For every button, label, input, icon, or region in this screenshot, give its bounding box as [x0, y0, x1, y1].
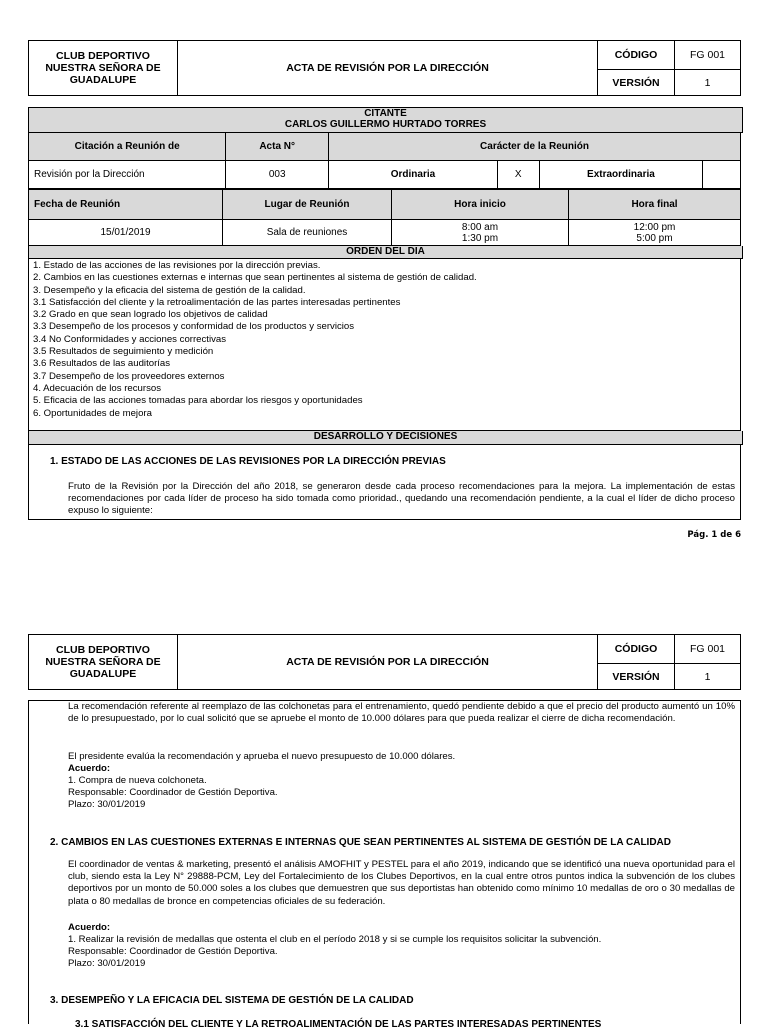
- org-line-1: CLUB DEPORTIVO: [56, 50, 150, 62]
- section-2-paragraph: El coordinador de ventas & marketing, presentó el análisis AMOFHIT y PESTEL para el año 2019, indicando que se identificó una nueva oportunidad para el club, siendo esta la Ley N° 29888-PCM, Ley del Fortalecimiento de los Clubes Deportivos, en la cual entre otros puntos indica la subvención de los clubes deportivos por un monto de 50.000 soles a los clubes que demuestren que sus deportistas han obtenido como mínimo 10 medallas de oro o 30 medallas de plata o 80 medallas de bronce en competencias oficiales de su federación.: [68, 859, 735, 907]
- hora-inicio-2: 1:30 pm: [461, 232, 499, 244]
- section-3-1-title: 3.1 SATISFACCIÓN DEL CLIENTE Y LA RETROALIMENTACIÓN DE LAS PARTES INTERESADAS PERTINENTES: [75, 1019, 602, 1030]
- list-item: 3.6 Resultados de las auditorías: [33, 358, 171, 370]
- desarrollo-heading: DESARROLLO Y DECISIONES: [28, 431, 743, 445]
- org-line-3: GUADALUPE: [69, 74, 137, 86]
- list-item: 3.7 Desempeño de los proveedores externos: [33, 370, 225, 382]
- org-line-2: NUESTRA SEÑORA DE: [45, 656, 161, 668]
- code-value: FG 001: [675, 635, 741, 664]
- list-item: 3.2 Grado en que sean logrado los objetivos de calidad: [33, 309, 268, 321]
- document-header: [28, 40, 741, 96]
- section-3-title: 3. DESEMPEÑO Y LA EFICACIA DEL SISTEMA DE GESTIÓN DE LA CALIDAD: [50, 995, 414, 1006]
- acuerdo-item: 1. Compra de nueva colchoneta.: [68, 775, 207, 786]
- extraordinaria-label: Extraordinaria: [539, 161, 703, 189]
- citante-heading: CITANTE: [28, 107, 743, 121]
- orden-heading: ORDEN DEL DIA: [28, 246, 743, 259]
- acuerdo-deadline: Plazo: 30/01/2019: [68, 799, 146, 810]
- list-item: 1. Estado de las acciones de las revisiones por la dirección previas.: [33, 260, 321, 271]
- list-item: 3.4 No Conformidades y acciones correctivas: [33, 333, 227, 345]
- acta-value: 003: [226, 161, 329, 189]
- document-header-page-2: [28, 634, 741, 690]
- acuerdo-label: Acuerdo:: [68, 922, 111, 933]
- organization-name: [29, 635, 178, 690]
- acuerdo-responsible: Responsable: Coordinador de Gestión Deportiva.: [68, 787, 278, 798]
- version-label: VERSIÓN: [598, 70, 675, 96]
- list-item: 3.5 Resultados de seguimiento y medición: [33, 346, 214, 358]
- paragraph-recommendation: La recomendación referente al reemplazo de las colchonetas para el entrenamiento, quedó pendiente debido a que el precio del producto aumentó un 10% de lo presupuestado, por lo cual solicitó que se apruebe el monto de 10.000 dólares para que pueda realizar el cierre de dicha recomendación.: [68, 701, 735, 725]
- meeting-time-table: [28, 189, 741, 246]
- org-line-2: NUESTRA SEÑORA DE: [45, 62, 161, 74]
- citante-name: CARLOS GUILLERMO HURTADO TORRES: [28, 119, 743, 133]
- hora-final-2: 5:00 pm: [636, 232, 673, 244]
- page-2-body: [28, 700, 741, 1030]
- hora-inicio-header: Hora inicio: [392, 190, 569, 220]
- fecha-header: Fecha de Reunión: [29, 190, 223, 220]
- version-label: VERSIÓN: [598, 664, 675, 690]
- version-value: 1: [675, 664, 741, 690]
- lugar-header: Lugar de Reunión: [223, 190, 392, 220]
- agenda-list: [28, 258, 741, 431]
- meeting-info-table: [28, 132, 741, 189]
- org-line-3: GUADALUPE: [69, 668, 137, 680]
- acuerdo-responsible: Responsable: Coordinador de Gestión Deportiva.: [68, 946, 278, 957]
- ordinaria-label: Ordinaria: [329, 161, 498, 189]
- organization-name: [29, 41, 178, 96]
- acta-header: Acta N°: [226, 133, 329, 161]
- acuerdo-item: 1. Realizar la revisión de medallas que ostenta el club en el período 2018 y si se cumple los requisitos solicitar la subvención.: [68, 934, 602, 945]
- code-label: CÓDIGO: [598, 635, 675, 664]
- fecha-value: 15/01/2019: [29, 220, 223, 246]
- list-item: 3.3 Desempeño de los procesos y conformidad de los productos y servicios: [33, 321, 355, 333]
- hora-final-1: 12:00 pm: [633, 221, 676, 233]
- paragraph-approval: El presidente evalúa la recomendación y aprueba el nuevo presupuesto de 10.000 dólares.: [68, 751, 456, 762]
- code-label: CÓDIGO: [598, 41, 675, 70]
- hora-inicio-1: 8:00 am: [461, 221, 499, 233]
- extraordinaria-mark: [703, 161, 741, 189]
- hora-final-header: Hora final: [569, 190, 741, 220]
- lugar-value: Sala de reuniones: [223, 220, 392, 246]
- document-title: ACTA DE REVISIÓN POR LA DIRECCIÓN: [178, 635, 598, 690]
- document-title: ACTA DE REVISIÓN POR LA DIRECCIÓN: [178, 41, 598, 96]
- citation-header: Citación a Reunión de: [29, 133, 226, 161]
- list-item: 6. Oportunidades de mejora: [33, 407, 152, 419]
- hora-final-value: [569, 220, 741, 246]
- citation-value: Revisión por la Dirección: [29, 161, 226, 189]
- page-number: Pág. 1 de 6: [687, 530, 741, 540]
- section-1-paragraph: Fruto de la Revisión por la Dirección del año 2018, se generaron desde cada proceso recomendaciones para la mejora. La implementación de estas recomendaciones por cada líder de proceso ha sido tomada como prioridad., quedando una recomendación pendiente, a la cual el líder de dicho proceso expuso lo siguiente:: [68, 481, 735, 517]
- caracter-header: Carácter de la Reunión: [329, 133, 741, 161]
- version-value: 1: [675, 70, 741, 96]
- list-item: 5. Eficacia de las acciones tomadas para abordar los riesgos y oportunidades: [33, 395, 363, 407]
- ordinaria-mark: X: [497, 161, 539, 189]
- list-item: 3. Desempeño y la eficacia del sistema de gestión de la calidad.: [33, 284, 306, 296]
- desarrollo-section: [28, 444, 741, 520]
- hora-inicio-value: [392, 220, 569, 246]
- code-value: FG 001: [675, 41, 741, 70]
- list-item: 4. Adecuación de los recursos: [33, 382, 161, 394]
- acuerdo-deadline: Plazo: 30/01/2019: [68, 958, 146, 969]
- list-item: 2. Cambios en las cuestiones externas e internas que sean pertinentes al sistema de gestión de calidad.: [33, 272, 477, 284]
- section-2-title: 2. CAMBIOS EN LAS CUESTIONES EXTERNAS E INTERNAS QUE SEAN PERTINENTES AL SISTEMA DE GESTIÓN DE LA CALIDAD: [50, 837, 671, 848]
- list-item: 3.1 Satisfacción del cliente y la retroalimentación de las partes interesadas pertinentes: [33, 296, 401, 308]
- org-line-1: CLUB DEPORTIVO: [56, 644, 150, 656]
- section-1-title: 1. ESTADO DE LAS ACCIONES DE LAS REVISIONES POR LA DIRECCIÓN PREVIAS: [50, 456, 446, 467]
- acuerdo-label: Acuerdo:: [68, 763, 111, 774]
